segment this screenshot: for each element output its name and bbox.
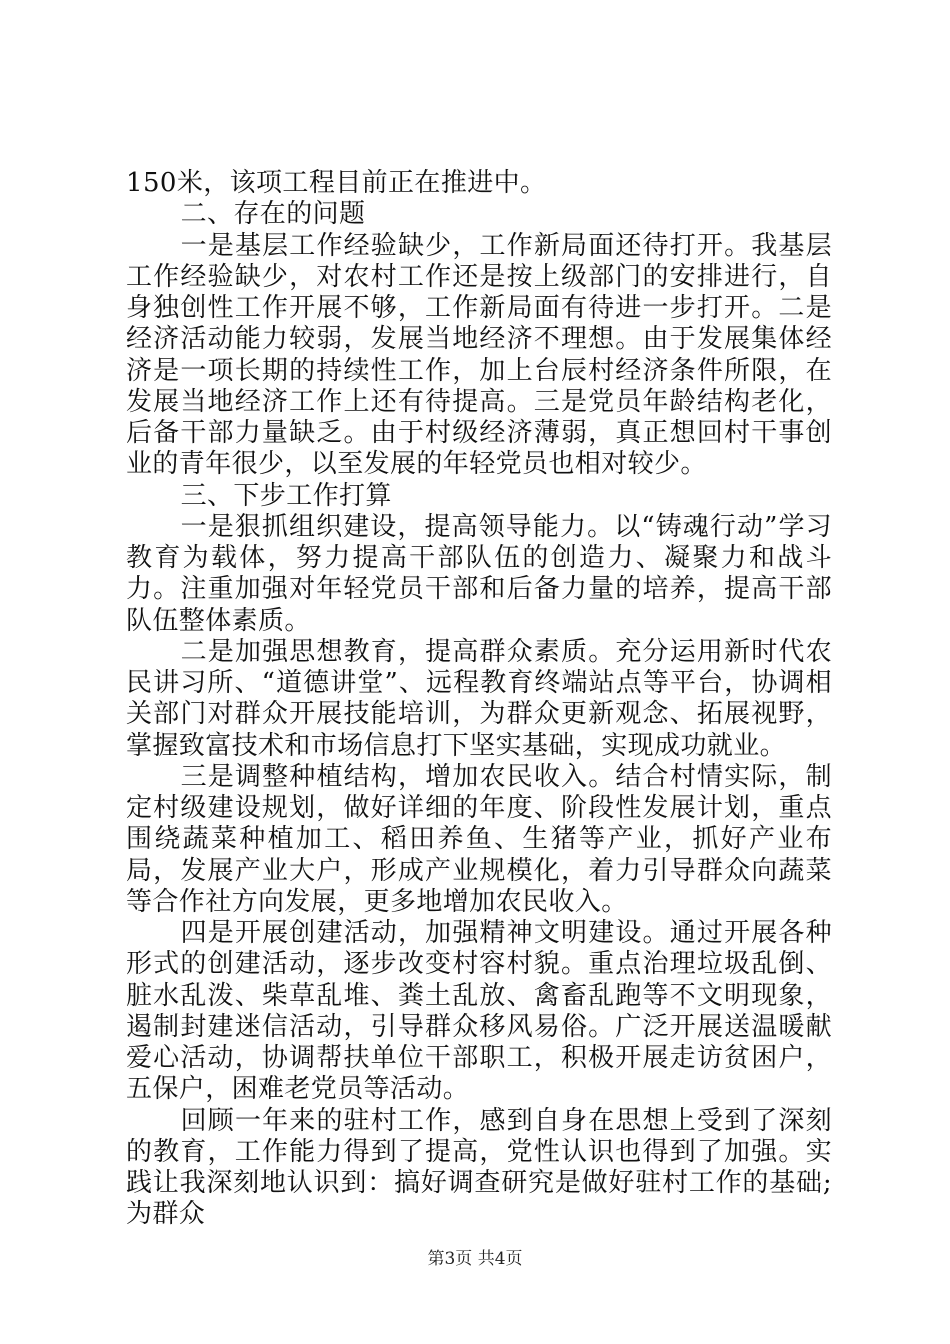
section-heading-problems: 二、存在的问题 xyxy=(180,199,366,230)
section-heading-next-steps: 三、下步工作打算 xyxy=(180,480,392,511)
paragraph-review: 回顾一年来的驻村工作，感到自身在思想上受到了深刻的教育，工作能力得到了提高，党性认识也得到了加强。实践让我深刻地认识到：搞好调查研究是做好驻村工作的基础;为群众 xyxy=(126,1105,832,1230)
paragraph-ideological-education: 二是加强思想教育，提高群众素质。充分运用新时代农民讲习所、“道德讲堂”、远程教育终端站点等平台，协调相关部门对群众开展技能培训，为群众更新观念、拓展视野，掌握致富技术和市场信息打下坚实基础，实现成功就业。 xyxy=(126,636,832,761)
paragraph-planting-structure: 三是调整种植结构，增加农民收入。结合村情实际，制定村级建设规划，做好详细的年度、阶段性发展计划，重点围绕蔬菜种植加工、稻田养鱼、生猪等产业，抓好产业布局，发展产业大户，形成产业规模化，着力引导群众向蔬菜等合作社方向发展，更多地增加农民收入。 xyxy=(126,761,832,917)
page-number-footer: 第3页 共4页 xyxy=(427,1249,523,1269)
paragraph-problems: 一是基层工作经验缺少，工作新局面还待打开。我基层工作经验缺少，对农村工作还是按上级部门的安排进行，自身独创性工作开展不够，工作新局面有待进一步打开。二是经济活动能力较弱，发展当地经济不理想。由于发展集体经济是一项长期的持续性工作，加上台辰村经济条件所限，在发展当地经济工作上还有待提高。三是党员年龄结构老化，后备干部力量缺乏。由于村级经济薄弱，真正想回村干事创业的青年很少，以至发展的年轻党员也相对较少。 xyxy=(126,230,832,480)
paragraph-organization-building: 一是狠抓组织建设，提高领导能力。以“铸魂行动”学习教育为载体，努力提高干部队伍的创造力、凝聚力和战斗力。注重加强对年轻党员干部和后备力量的培养，提高干部队伍整体素质。 xyxy=(126,511,832,636)
document-body xyxy=(126,168,832,1231)
paragraph-continuation: 150米，该项工程目前正在推进中。 xyxy=(126,168,547,198)
paragraph-civilization-building: 四是开展创建活动，加强精神文明建设。通过开展各种形式的创建活动，逐步改变村容村貌。重点治理垃圾乱倒、脏水乱泼、柴草乱堆、粪土乱放、禽畜乱跑等不文明现象，遏制封建迷信活动，引导群众移风易俗。广泛开展送温暖献爱心活动，协调帮扶单位干部职工，积极开展走访贫困户，五保户，困难老党员等活动。 xyxy=(126,918,832,1105)
